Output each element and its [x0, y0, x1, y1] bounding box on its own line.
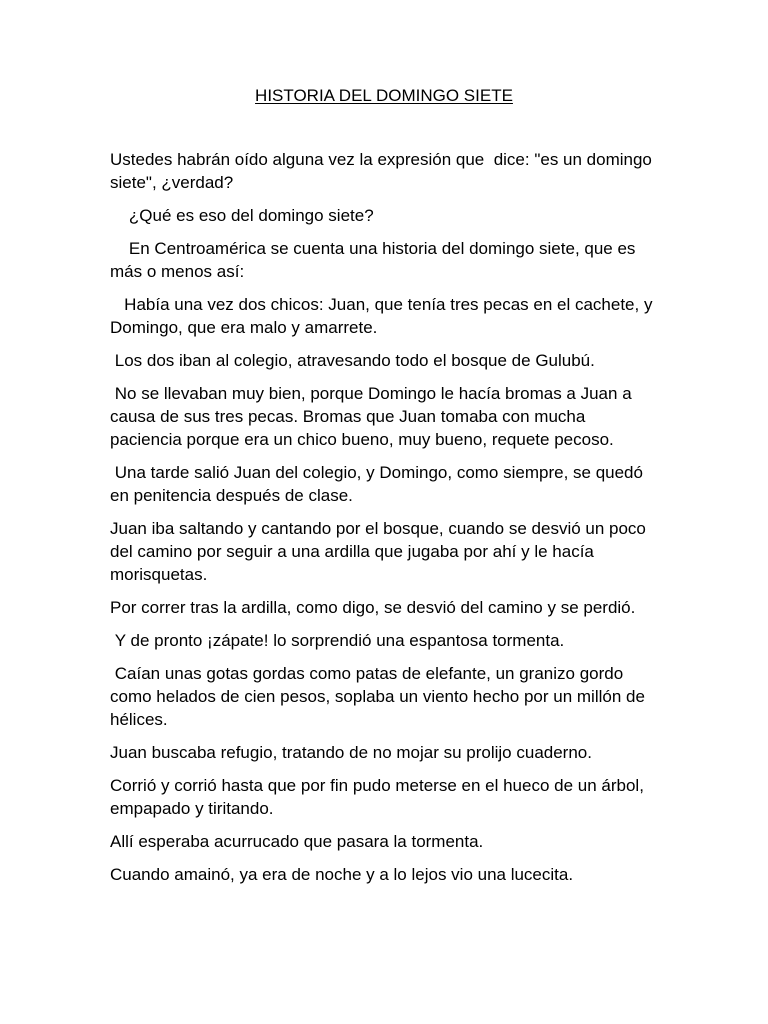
paragraph-1: Ustedes habrán oído alguna vez la expresión que dice: "es un domingo siete", ¿verdad? — [110, 150, 657, 192]
paragraph-15: Cuando amainó, ya era de noche y a lo lejos vio una lucecita. — [110, 865, 574, 884]
paragraph-3: En Centroamérica se cuenta una historia del domingo siete, que es más o menos así: — [110, 239, 641, 281]
paragraph-8: Juan iba saltando y cantando por el bosque, cuando se desvió un poco del camino por seguir a una ardilla que jugaba por ahí y le hacía morisquetas. — [110, 519, 651, 584]
paragraph-11: Caían unas gotas gordas como patas de elefante, un granizo gordo como helados de cien pesos, soplaba un viento hecho por un millón de hélices. — [110, 664, 650, 729]
document-title: HISTORIA DEL DOMINGO SIETE — [255, 86, 513, 105]
paragraph-13: Corrió y corrió hasta que por fin pudo meterse en el hueco de un árbol, empapado y tiritando. — [110, 776, 649, 818]
paragraph-6: No se llevaban muy bien, porque Domingo le hacía bromas a Juan a causa de sus tres pecas. Bromas que Juan tomaba con mucha paciencia porque era un chico bueno, muy bueno, requete pecoso. — [110, 384, 637, 449]
paragraph-4: Había una vez dos chicos: Juan, que tenía tres pecas en el cachete, y Domingo, que era malo y amarrete. — [110, 295, 658, 337]
paragraph-9: Por correr tras la ardilla, como digo, se desvió del camino y se perdió. — [110, 598, 636, 617]
paragraph-14: Allí esperaba acurrucado que pasara la tormenta. — [110, 832, 484, 851]
paragraph-7: Una tarde salió Juan del colegio, y Domingo, como siempre, se quedó en penitencia después de clase. — [110, 463, 648, 505]
paragraph-2: ¿Qué es eso del domingo siete? — [110, 206, 374, 225]
paragraph-10: Y de pronto ¡zápate! lo sorprendió una espantosa tormenta. — [110, 631, 565, 650]
paragraph-12: Juan buscaba refugio, tratando de no mojar su prolijo cuaderno. — [110, 743, 592, 762]
document-body — [110, 148, 658, 896]
paragraph-5: Los dos iban al colegio, atravesando todo el bosque de Gulubú. — [110, 351, 595, 370]
